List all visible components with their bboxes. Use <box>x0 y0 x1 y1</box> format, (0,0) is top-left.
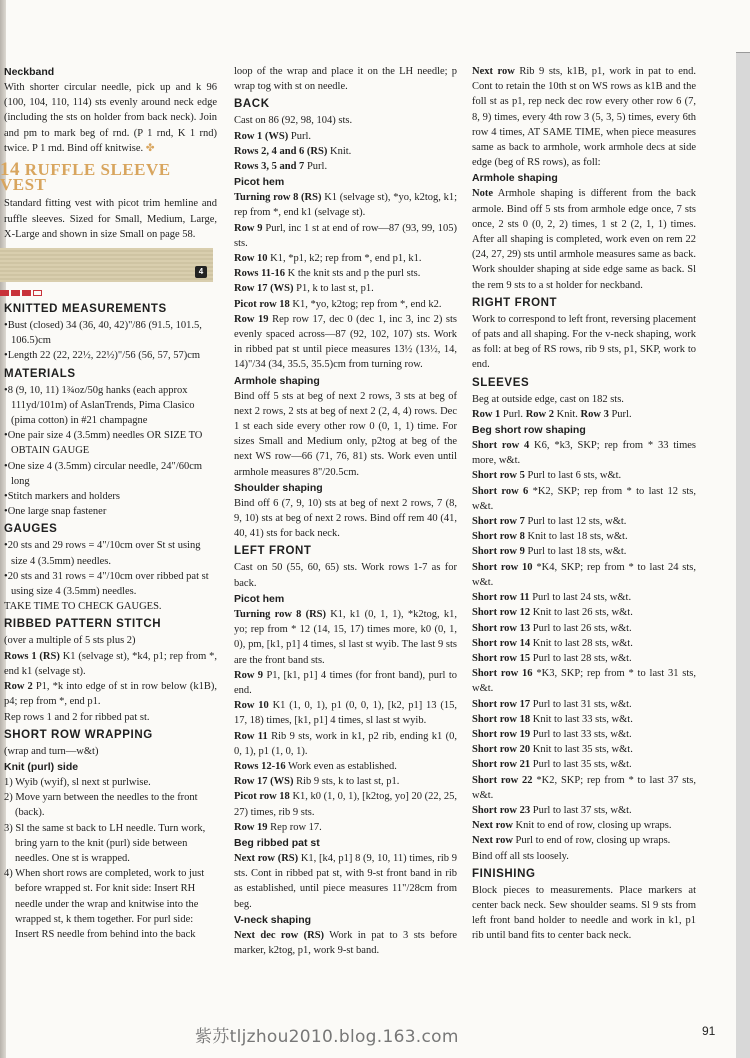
wrap-step: 2) Move yarn between the needles to the front (back). <box>4 792 198 819</box>
rib-repeat: Rep rows 1 and 2 for ribbed pat st. <box>4 711 150 723</box>
short-row-heading: SHORT ROW WRAPPING <box>4 728 153 741</box>
short-row-item: Short row 11 Purl to last 24 sts, w&t. <box>472 592 632 604</box>
finishing-text: Block pieces to measurements. Place markers at center back neck. Sew shoulder seams. Sl 9 sts from left front band holder to needle and work in k1, p1 rib until band fits to center back neck. <box>472 884 696 942</box>
short-row-item: Short row 16 *K3, SKP; rep from * to last 31 sts, w&t. <box>472 668 696 695</box>
skill-level-icon <box>0 290 217 296</box>
back-row: Picot row 18 K1, *yo, k2tog; rep from *, end k2. <box>234 298 442 310</box>
short-row-item: Short row 21 Purl to last 35 sts, w&t. <box>472 759 632 771</box>
material-item: •One large snap fastener <box>4 506 107 518</box>
armhole-heading: Armhole shaping <box>234 374 320 387</box>
front-row: Rows 12-16 Work even as established. <box>234 760 397 772</box>
front-row: Next dec row (RS) Work in pat to 3 sts before marker, k2tog, p1, work 9-st band. <box>234 929 457 956</box>
end-star-icon: ✤ <box>145 142 155 154</box>
left-front-heading: LEFT FRONT <box>234 545 312 558</box>
rib-row-1: Rows 1 (RS) K1 (selvage st), *k4, p1; rep from *, end k1 (selvage st). <box>4 650 217 677</box>
watermark-url: 紫苏tljzhou2010.blog.163.com <box>195 1027 459 1047</box>
back-row: Rows 11-16 K the knit sts and p the purl sts. <box>234 268 421 280</box>
neckband-text: With shorter circular needle, pick up and k 96 (100, 104, 110, 114) sts evenly around neck edge (including the sts on holder from back neck). Join and pm to mark beg of rnd. (P 1 rnd, K 1 rnd) twice. P 1 rnd. Bind off knitwise. ✤ <box>4 82 217 154</box>
material-item: •One size 4 (3.5mm) circular needle, 24"/60cm long <box>4 460 203 487</box>
back-row: Rows 3, 5 and 7 Purl. <box>234 161 328 173</box>
beg-ribbed-heading: Beg ribbed pat st <box>234 836 320 849</box>
short-row-shaping-heading: Beg short row shaping <box>472 424 586 437</box>
short-row-item: Short row 14 Knit to last 28 sts, w&t. <box>472 637 633 649</box>
short-row-item: Short row 9 Purl to last 18 sts, w&t. <box>472 546 627 558</box>
pattern-intro: Standard fitting vest with picot trim hemline and ruffle sleeves. Sized for Small, Medium, Large, X-Large and shown in size Small on page 58. <box>4 198 217 240</box>
short-row-item: Short row 8 Knit to last 18 sts, w&t. <box>472 531 628 543</box>
bind-off-text: Bind off all sts loosely. <box>472 850 569 862</box>
sleeves-text: Beg at outside edge, cast on 182 sts. <box>472 393 624 405</box>
sleeves-heading: SLEEVES <box>472 376 530 389</box>
front-row: Picot row 18 K1, k0 (1, 0, 1), [k2tog, yo] 20 (22, 25, 27) times, rib 9 sts. <box>234 791 457 818</box>
material-item: •Stitch markers and holders <box>4 491 120 503</box>
back-row: Row 9 Purl, inc 1 st at end of row—87 (93, 99, 105) sts. <box>234 222 457 249</box>
back-row: Turning row 8 (RS) K1 (selvage st), *yo, k2tog, k1; rep from *, end k1 (selvage st). <box>234 192 457 219</box>
measurement-item: •Length 22 (22, 22½, 22½)"/56 (56, 57, 57)cm <box>4 350 201 362</box>
wrap-step: 1) Wyib (wyif), sl next st purlwise. <box>4 776 151 788</box>
column-1 <box>0 64 217 942</box>
front-row: Turning row 8 (RS) K1, k1 (0, 1, 1), *k2tog, k1, yo; rep from * 12 (14, 15, 17) times more, k0 (0, 1, 0), pm, [k1, p1] 4 times, sl last st wyib. The last 9 sts are the front band sts. <box>234 608 457 666</box>
short-row-item: Short row 20 Knit to last 35 sts, w&t. <box>472 744 633 756</box>
column-3 <box>472 64 696 944</box>
short-row-item: Next row Purl to end of row, closing up wraps. <box>472 835 671 847</box>
back-row: Row 19 Rep row 17, dec 0 (dec 1, inc 3, inc 2) sts evenly spaced across—87 (92, 102, 107) sts. Work in ribbed pat st until piece measures 13½ (13½, 14, 14)"/34 (34, 35.5, 35.5)cm from turning row. <box>234 313 457 371</box>
page-number: 91 <box>702 1024 716 1038</box>
short-row-item: Short row 17 Purl to last 31 sts, w&t. <box>472 698 632 710</box>
short-row-item: Short row 7 Purl to last 12 sts, w&t. <box>472 516 627 528</box>
back-cast-on: Cast on 86 (92, 98, 104) sts. <box>234 115 353 127</box>
back-row: Row 17 (WS) P1, k to last st, p1. <box>234 283 374 295</box>
short-row-item: Short row 22 *K2, SKP; rep from * to last 37 sts, w&t. <box>472 774 696 801</box>
short-row-item: Short row 19 Purl to last 33 sts, w&t. <box>472 728 632 740</box>
front-row: Next row (RS) K1, [k4, p1] 8 (9, 10, 11) times, rib 9 sts. Cont in ribbed pat st, with 9-st front band in rib as established, until piece measures 11"/28cm from beg. <box>234 852 457 910</box>
pattern-title: 14 RUFFLE SLEEVE VEST <box>0 159 171 195</box>
short-row-item: Short row 13 Purl to last 26 sts, w&t. <box>472 622 632 634</box>
short-row-item: Short row 18 Knit to last 33 sts, w&t. <box>472 713 633 725</box>
measurement-item: •Bust (closed) 34 (36, 40, 42)"/86 (91.5, 101.5, 106.5)cm <box>4 320 202 347</box>
gauge-item: •20 sts and 29 rows = 4"/10cm over St st using size 4 (3.5mm) needles. <box>4 540 201 567</box>
wrap-step: 4) When short rows are completed, work to just before wrapped st. For knit side: Insert RH needle under the wrap and knitwise into the wrapped st, k them together. For purl side: Insert RS needle from behind into the back <box>4 868 205 940</box>
back-row: Row 10 K1, *p1, k2; rep from *, end p1, k1. <box>234 253 422 265</box>
short-row-sub: (wrap and turn—w&t) <box>4 745 99 757</box>
wrap-step: 3) Sl the same st back to LH needle. Turn work, bring yarn to the knit (purl) side between needles. One st is wrapped. <box>4 822 206 864</box>
skill-strip <box>0 248 213 282</box>
left-front-text: Cast on 50 (55, 60, 65) sts. Work rows 1-7 as for back. <box>234 562 457 589</box>
front-row: Row 9 P1, [k1, p1] 4 times (for front band), purl to end. <box>234 669 457 696</box>
rib-pattern-heading: RIBBED PATTERN STITCH <box>4 618 162 631</box>
sleeve-rows: Row 1 Purl. Row 2 Knit. Row 3 Purl. <box>472 408 632 420</box>
knit-side-heading: Knit (purl) side <box>4 760 79 773</box>
back-heading: BACK <box>234 98 270 111</box>
short-row-item: Short row 12 Knit to last 26 sts, w&t. <box>472 607 633 619</box>
neckband-heading: Neckband <box>4 66 55 78</box>
armhole-note: Note Armhole shaping is different from the back armole. Bind off 5 sts from armhole edge once, 7 sts once, 2 sts 0 (0, 2, 2) times, 1 st 2 (2, 1, 1) times. After all shaping is completed, work even on rem 22 (24, 27, 29) sts until armhole measures same as back. Work shoulder shaping at side edge same as back. Sl the rem 9 sts to a st holder for neckband. <box>472 188 696 291</box>
page-edge <box>736 0 750 1058</box>
column-2 <box>234 64 457 958</box>
short-row-list <box>472 438 696 848</box>
armhole-heading-2: Armhole shaping <box>472 172 558 185</box>
shoulder-text: Bind off 6 (7, 9, 10) sts at beg of next 2 rows, 7 (8, 9, 10) sts at beg of next 2 rows. Bind off rem 40 (41, 40, 41) sts for back neck. <box>234 497 457 540</box>
rib-multiple: (over a multiple of 5 sts plus 2) <box>4 635 136 647</box>
picot-hem-heading: Picot hem <box>234 176 285 189</box>
right-front-heading: RIGHT FRONT <box>472 296 558 309</box>
material-item: •One pair size 4 (3.5mm) needles OR SIZE TO OBTAIN GAUGE <box>4 430 203 457</box>
gauge-note: TAKE TIME TO CHECK GAUGES. <box>4 601 162 613</box>
armhole-text: Bind off 5 sts at beg of next 2 rows, 3 sts at beg of next 2 rows, 2 sts at beg of next 2 (2, 4, 4) rows. Dec 1 st each side every other row 0 (0, 1, 1) time. For sizes Small and Medium only, p2tog at beg of the next WS row—66 (71, 76, 81) sts. Work even until armhole measures 8"/20.5cm. <box>234 390 457 478</box>
short-row-item: Next row Knit to end of row, closing up wraps. <box>472 820 672 832</box>
material-item: •8 (9, 10, 11) 1¾oz/50g hanks (each approx 111yd/101m) of AslanTrends, Pima Clasico (pima cotton) in #21 champagne <box>4 384 195 427</box>
neck-row: Next row Rib 9 sts, k1B, p1, work in pat to end. Cont to retain the 10th st on WS rows as k1B and the foll st as p1, rep neck dec row every other row 6 (7, 8, 9) times, every 4th row 3 (5, 3, 5) times, every 6th row 4 times, AT SAME TIME, when piece measures same as back to armhole, work armhole decs at side edge (beg of RS rows), as foll: <box>472 66 696 169</box>
gauges-heading: GAUGES <box>4 523 58 536</box>
page-ref-icon: 4 <box>195 266 207 278</box>
picot-hem-heading-2: Picot hem <box>234 592 285 605</box>
shoulder-heading: Shoulder shaping <box>234 481 323 494</box>
short-row-item: Short row 4 K6, *k3, SKP; rep from * 33 times more, w&t. <box>472 440 697 467</box>
vneck-heading: V-neck shaping <box>234 913 312 926</box>
measurements-heading: KNITTED MEASUREMENTS <box>4 303 167 316</box>
front-row: Row 17 (WS) Rib 9 sts, k to last st, p1. <box>234 776 400 788</box>
rib-row-2: Row 2 P1, *k into edge of st in row below (k1B), p4; rep from *, end p1. <box>4 681 217 708</box>
back-row: Rows 2, 4 and 6 (RS) Knit. <box>234 145 352 157</box>
back-row: Row 1 (WS) Purl. <box>234 130 312 142</box>
short-row-item: Short row 5 Purl to last 6 sts, w&t. <box>472 470 622 482</box>
short-row-item: Short row 15 Purl to last 28 sts, w&t. <box>472 652 632 664</box>
front-row: Row 10 K1 (1, 0, 1), p1 (0, 0, 1), [k2, p1] 13 (15, 17, 18) times, [k1, p1] 4 times, sl last st wyib. <box>234 700 457 727</box>
finishing-heading: FINISHING <box>472 867 536 880</box>
short-row-item: Short row 10 *K4, SKP; rep from * to last 24 sts, w&t. <box>472 561 696 588</box>
materials-heading: MATERIALS <box>4 367 76 380</box>
wrap-step-continued: loop of the wrap and place it on the LH needle; p wrap tog with st on needle. <box>234 66 457 93</box>
short-row-item: Short row 23 Purl to last 37 sts, w&t. <box>472 804 632 816</box>
gauge-item: •20 sts and 31 rows = 4"/10cm over ribbed pat st using size 4 (3.5mm) needles. <box>4 570 209 598</box>
front-row: Row 19 Rep row 17. <box>234 821 322 833</box>
front-row: Row 11 Rib 9 sts, work in k1, p2 rib, ending k1 (0, 0, 1), p1 (1, 0, 1). <box>234 730 458 757</box>
short-row-item: Short row 6 *K2, SKP; rep from * to last 12 sts, w&t. <box>472 485 696 512</box>
right-front-text: Work to correspond to left front, reversing placement of pats and all shaping. For the v-neck shaping, work as foll: at beg of RS rows, rib 9 sts, p1, SKP, work to end. <box>472 313 696 371</box>
